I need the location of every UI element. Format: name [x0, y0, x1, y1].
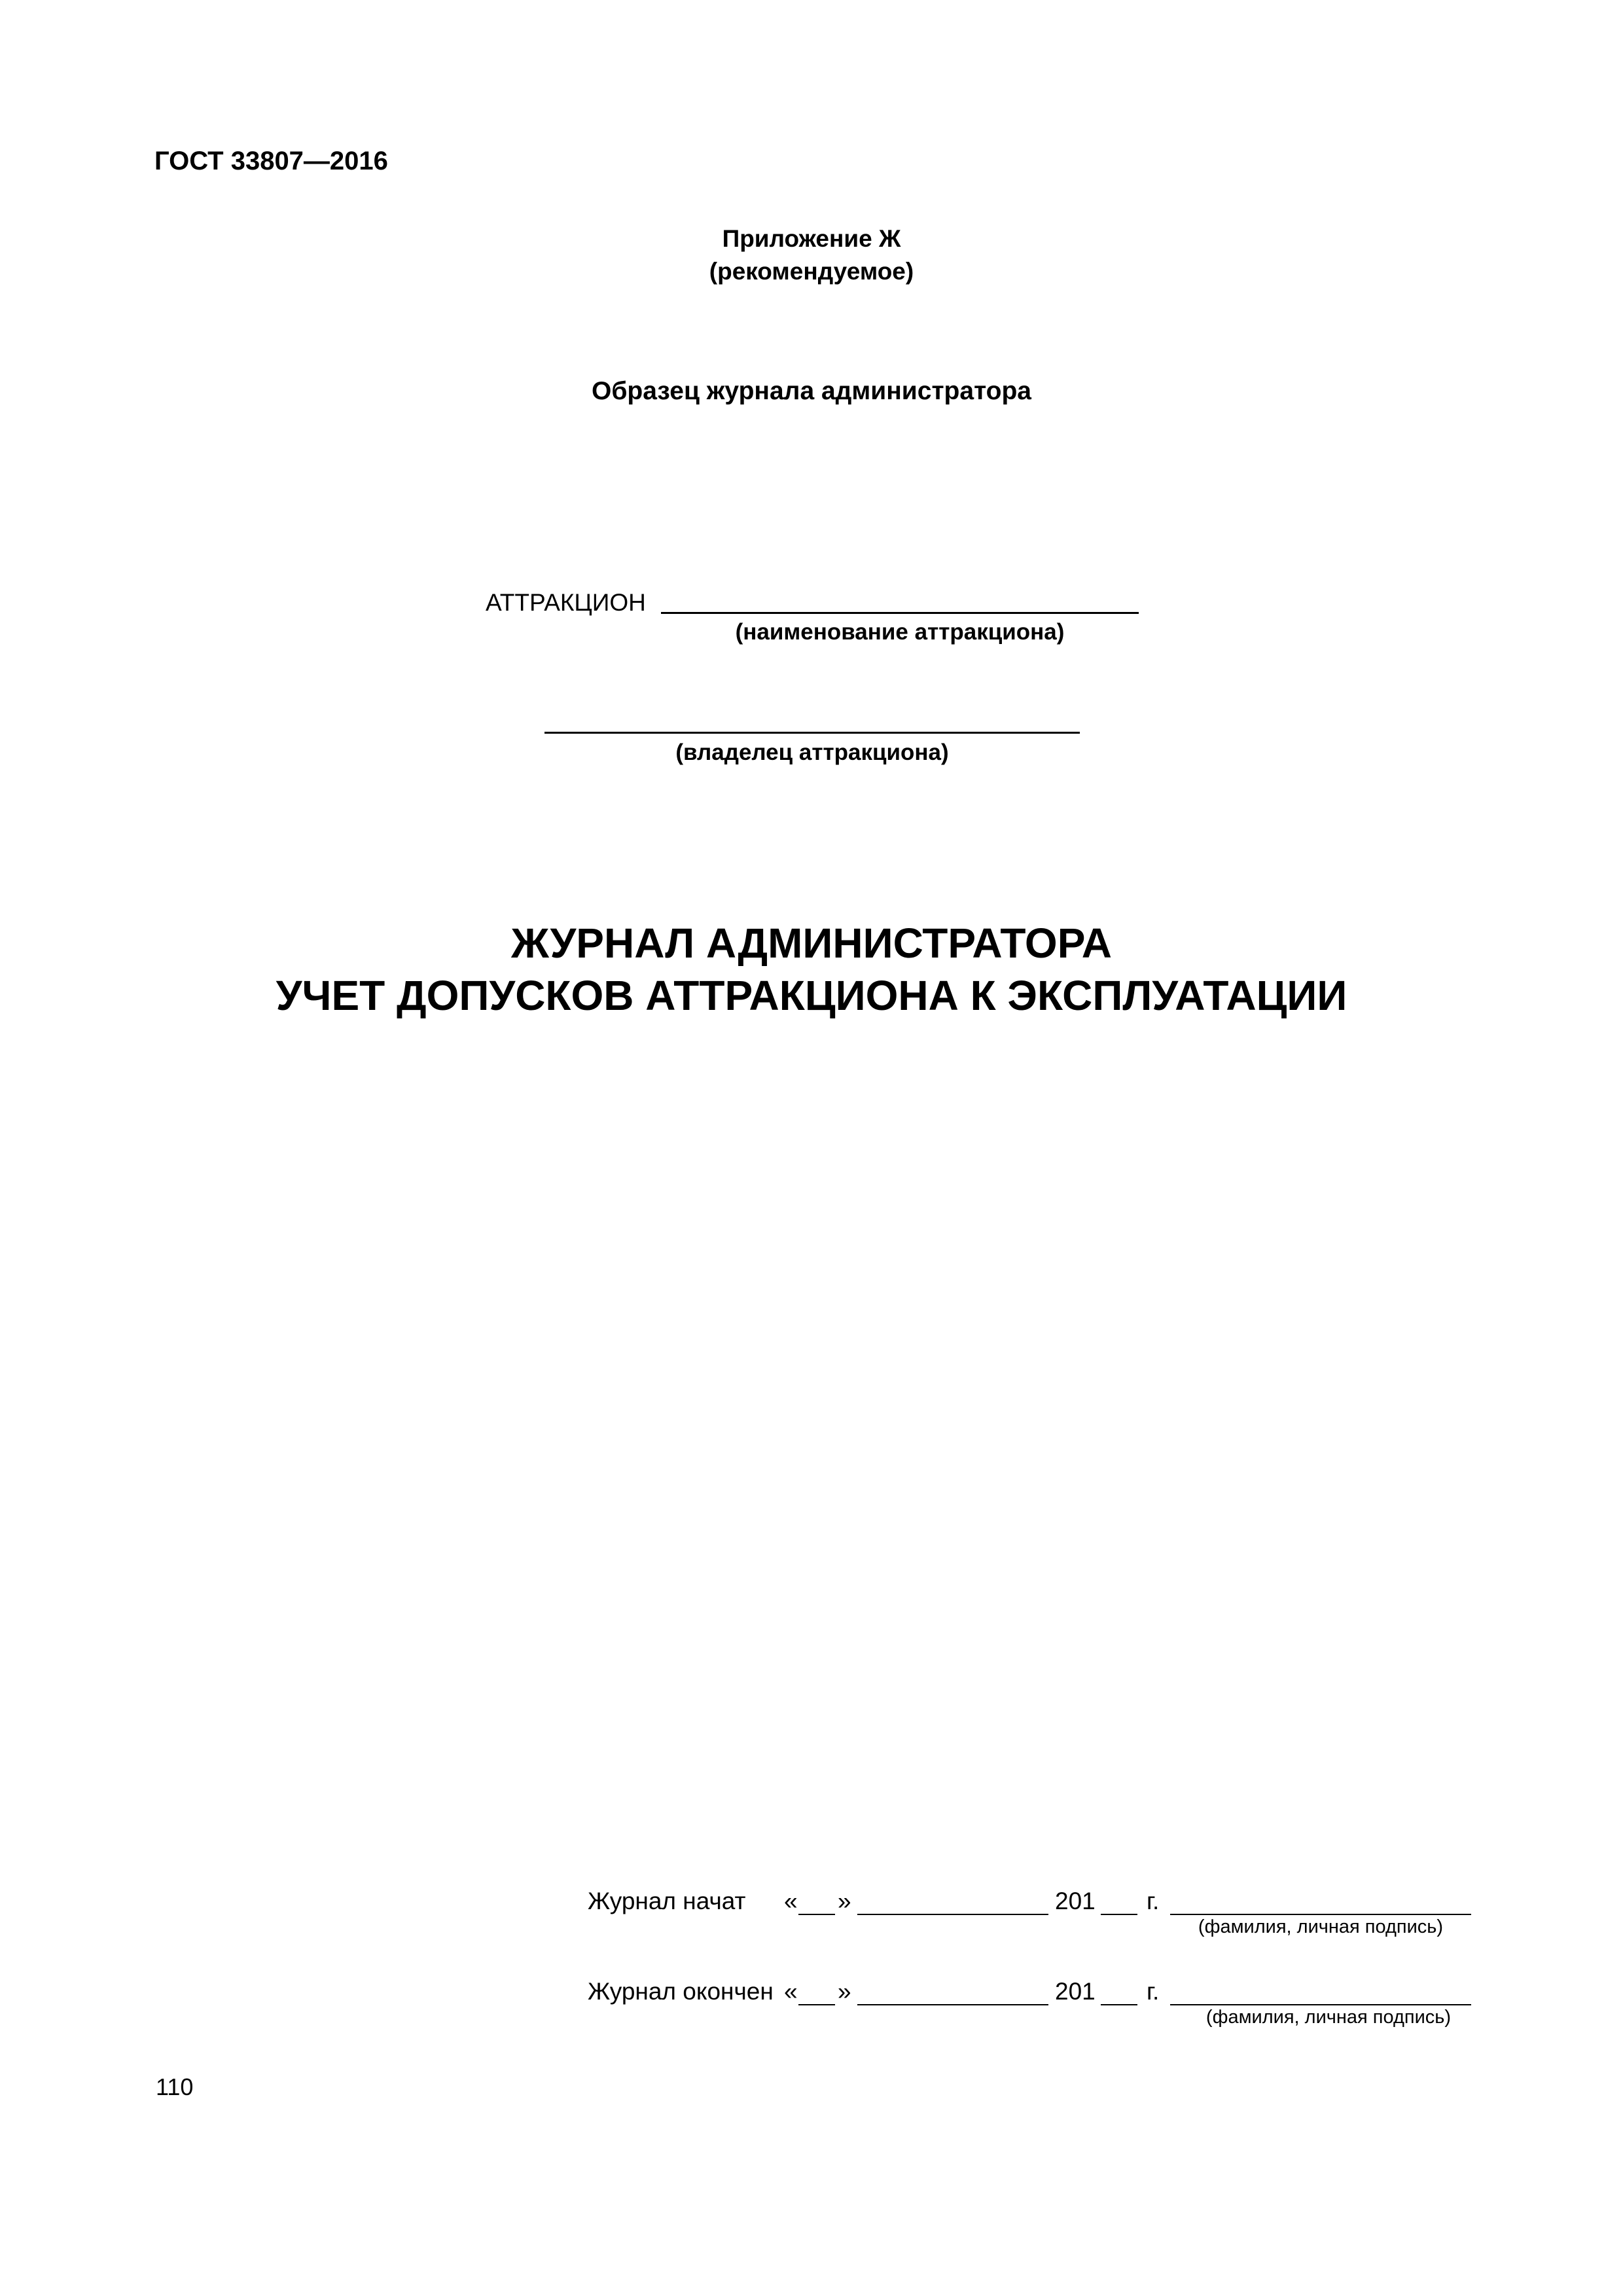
- signature-field-line: [1170, 2004, 1471, 2005]
- month-field-line: [857, 2004, 1048, 2005]
- journal-title-line-1: ЖУРНАЛ АДМИНИСТРАТОРА: [511, 920, 1112, 967]
- appendix-status: (рекомендуемое): [709, 258, 914, 285]
- signature-field-line: [1170, 1914, 1471, 1915]
- page-number: 110: [156, 2073, 194, 2100]
- month-field-line: [857, 1914, 1048, 1915]
- appendix-title: Приложение Ж: [722, 225, 901, 252]
- year-field-line: [1101, 1914, 1137, 1915]
- signature-caption: (фамилия, личная подпись): [1205, 2007, 1452, 2028]
- journal-started-label: Журнал начат: [588, 1888, 746, 1914]
- owner-caption: (владелец аттракциона): [675, 740, 949, 765]
- year-suffix: г.: [1147, 1978, 1160, 2005]
- year-prefix: 201: [1055, 1978, 1096, 2005]
- attraction-name-caption: (наименование аттракциона): [735, 619, 1065, 645]
- year-field-line: [1101, 2004, 1137, 2005]
- journal-ended-label: Журнал окончен: [588, 1978, 774, 2005]
- attraction-name-line: [661, 612, 1139, 614]
- year-suffix: г.: [1147, 1888, 1160, 1914]
- attraction-label: АТТРАКЦИОН: [486, 589, 646, 616]
- year-prefix: 201: [1055, 1888, 1096, 1914]
- day-field-line: [798, 1914, 835, 1915]
- quote-open: «: [784, 1888, 798, 1914]
- owner-line: [544, 732, 1080, 734]
- signature-caption: (фамилия, личная подпись): [1198, 1916, 1444, 1937]
- quote-close: »: [838, 1888, 851, 1914]
- quote-close: »: [838, 1978, 851, 2005]
- day-field-line: [798, 2004, 835, 2005]
- journal-title-line-2: УЧЕТ ДОПУСКОВ АТТРАКЦИОНА К ЭКСПЛУАТАЦИИ: [276, 972, 1347, 1019]
- quote-open: «: [784, 1978, 798, 2005]
- sample-title: Образец журнала администратора: [591, 377, 1031, 405]
- standard-code: ГОСТ 33807—2016: [154, 147, 388, 175]
